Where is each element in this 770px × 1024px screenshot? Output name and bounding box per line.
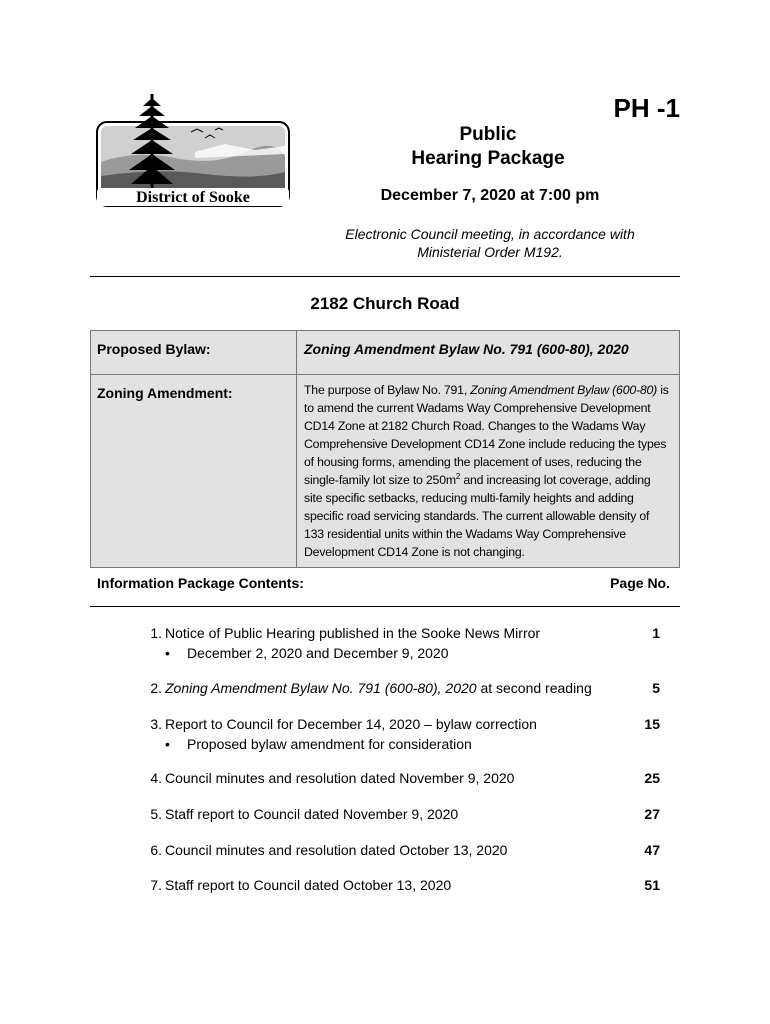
item-page: 51 <box>644 877 660 893</box>
desc-prefix: The purpose of Bylaw No. 791, <box>304 383 471 397</box>
item-text-italic: Zoning Amendment Bylaw No. 791 (600-80), 2020 <box>165 680 477 696</box>
item-number: 3. <box>150 716 162 732</box>
bullet-icon: • <box>165 736 170 752</box>
meeting-note <box>290 225 690 261</box>
item-text-group <box>165 680 592 696</box>
divider <box>90 606 680 607</box>
table-row <box>91 331 680 375</box>
item-subtext: December 2, 2020 and December 9, 2020 <box>187 645 449 661</box>
item-page: 27 <box>644 806 660 822</box>
divider <box>90 276 680 277</box>
item-number: 6. <box>150 842 162 858</box>
item-subtext: Proposed bylaw amendment for consideration <box>187 736 472 752</box>
desc-middle: is to amend the current Wadams Way Comprehensive Development CD14 Zone at 2182 Church Road. Changes to the Wadams Way Comprehensive Development CD14 Zone include reducing the types of housing forms, amending the placement of uses, reducing the single-family lot size to 250m <box>304 383 669 487</box>
item-text: Notice of Public Hearing published in the Sooke News Mirror <box>165 625 541 641</box>
item-page: 5 <box>652 680 660 696</box>
contents-heading: Information Package Contents: <box>97 575 304 591</box>
zoning-amendment-label: Zoning Amendment: <box>91 375 297 568</box>
item-number: 1. <box>150 625 162 641</box>
item-text: Report to Council for December 14, 2020 – bylaw correction <box>165 716 537 732</box>
proposed-bylaw-label: Proposed Bylaw: <box>91 331 297 375</box>
item-page: 47 <box>644 842 660 858</box>
item-page: 1 <box>652 625 660 641</box>
logo-graphic <box>95 92 293 208</box>
bylaw-info-table <box>90 330 680 568</box>
title-line-2: Hearing Package <box>411 148 565 169</box>
item-subpoint <box>165 645 449 661</box>
desc-italic: Zoning Amendment Bylaw (600-80) <box>470 383 658 397</box>
page-number-heading: Page No. <box>610 575 670 591</box>
hearing-date: December 7, 2020 at 7:00 pm <box>380 187 600 204</box>
item-page: 25 <box>644 770 660 786</box>
desc-suffix: and increasing lot coverage, adding site specific setbacks, reducing multi-family heights and adding specific road servicing standards. The current allowable density of 133 residential units within the Wadams Way Comprehensive Development CD14 Zone is not changing. <box>304 473 651 559</box>
item-number: 2. <box>150 680 162 696</box>
property-address: 2182 Church Road <box>310 294 460 313</box>
item-number: 4. <box>150 770 162 786</box>
logo-text: District of Sooke <box>136 189 250 206</box>
package-code: PH -1 <box>613 93 680 123</box>
item-text: Council minutes and resolution dated October 13, 2020 <box>165 842 508 858</box>
title-line-1: Public <box>459 124 517 145</box>
meeting-note-line-1: Electronic Council meeting, in accordance with <box>345 226 635 242</box>
meeting-note-line-2: Ministerial Order M192. <box>417 244 563 260</box>
bullet-icon: • <box>165 645 170 661</box>
table-row <box>91 375 680 568</box>
zoning-amendment-description <box>297 375 680 568</box>
item-text: Council minutes and resolution dated November 9, 2020 <box>165 770 515 786</box>
desc-superscript: 2 <box>455 471 461 481</box>
item-text: at second reading <box>476 680 592 696</box>
item-number: 5. <box>150 806 162 822</box>
item-text: Staff report to Council dated October 13, 2020 <box>165 877 452 893</box>
proposed-bylaw-value: Zoning Amendment Bylaw No. 791 (600-80), 2020 <box>297 331 680 375</box>
item-text: Staff report to Council dated November 9, 2020 <box>165 806 459 822</box>
district-logo <box>95 92 293 208</box>
item-subpoint <box>165 736 472 752</box>
item-page: 15 <box>644 716 660 732</box>
item-number: 7. <box>150 877 162 893</box>
